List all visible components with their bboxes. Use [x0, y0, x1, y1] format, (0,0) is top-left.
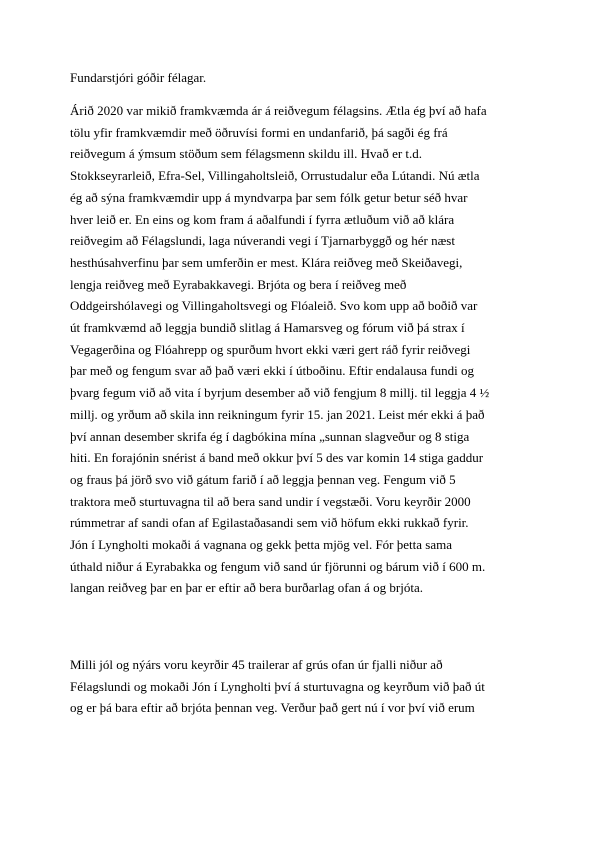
paragraph-line: því annan desember skrifa ég í dagbókina mína „sunnan slagveður og 8 stiga — [70, 428, 470, 444]
paragraph-line: þvarg fegum við að vita í byrjum desember að við fengjum 8 millj. til leggja 4 ½ — [70, 385, 490, 401]
paragraph-line: út framkvæmd að leggja bundið slitlag á Hamarsveg og fórum við þá strax í — [70, 320, 465, 335]
paragraph-line: Félagslundi og mokaði Jón í Lyngholti því á sturtuvagna og keyrðum við það út — [70, 678, 485, 694]
paragraph-line: hver leið er. En eins og kom fram á aðalfundi í fyrra ætluðum við að klára — [70, 211, 455, 227]
paragraph-line: millj. og yrðum að skila inn reikningum fyrir 15. jan 2021. Leist mér ekki á það — [70, 406, 485, 422]
greeting-line: Fundarstjóri góðir félagar. — [70, 70, 207, 85]
paragraph-line: þar með og fengum svar að það væri ekki í útboðinu. Eftir endalausa fundi og — [70, 363, 474, 379]
paragraph-line: Milli jól og nýárs voru keyrðir 45 trailerar af grús ofan úr fjalli niður að — [70, 657, 443, 672]
paragraph-line: reiðvegim að Félagslundi, laga núverandi vegi í Tjarnarbyggð og hér næst — [70, 233, 455, 249]
paragraph-line: rúmmetrar af sandi ofan af Egilastaðasandi sem við höfum ekki rukkað fyrir. — [70, 515, 469, 531]
paragraph-line: ég að sýna framkvæmdir upp á myndvarpa þar sem fólk getur betur séð hvar — [70, 189, 468, 205]
paragraph-line: traktora með sturtuvagna til að bera sand undir í vegstæði. Voru keyrðir 2000 — [70, 493, 471, 509]
paragraph-line: Vegagerðina og Flóahrepp og spurðum hvort ekki væri gert ráð fyrir reiðvegi — [70, 341, 471, 357]
paragraph-line: lengja reiðveg með Eyrabakkavegi. Brjóta og bera í reiðveg með — [70, 276, 407, 292]
paragraph-line: hesthúsahverfinu þar sem umferðin er mest. Klára reiðveg með Skeiðavegi, — [70, 254, 463, 270]
paragraph-line: hiti. En forajónin snérist á band með okkur því 5 des var komin 14 stiga gaddur — [70, 450, 484, 466]
paragraph-line: Jón í Lyngholti mokaði á vagnana og gekk þetta mjög vel. Fór þetta sama — [70, 537, 452, 552]
paragraph-line: Árið 2020 var mikið framkvæmda ár á reiðvegum félagsins. Ætla ég því að hafa — [70, 103, 487, 118]
paragraph-line: langan reiðveg þar en þar er eftir að bera burðarlag ofan á og brjóta. — [70, 580, 423, 596]
paragraph-line: Oddgeirshólavegi og Villingaholtsvegi og Flóaleið. Svo kom upp að boðið var — [70, 298, 478, 314]
paragraph-line: reiðvegum á ýmsum stöðum sem félagsmenn skildu ill. Hvað er t.d. — [70, 146, 423, 162]
paragraph-line: og er þá bara eftir að brjóta þennan veg. Verður það gert nú í vor því við erum — [70, 700, 475, 716]
paragraph-line: og fraus þá jörð svo við gátum farið í að leggja þennan veg. Fengum við 5 — [70, 471, 456, 487]
paragraph-line: Stokkseyrarleið, Efra-Sel, Villingaholtsleið, Orrustudalur eða Lútandi. Nú ætla — [70, 168, 480, 184]
paragraph-line: úthald niður á Eyrabakka og fengum við sand úr fjörunni og bárum við í 600 m. — [70, 558, 486, 574]
paragraph-line: tölu yfir framkvæmdir með öðruvísi formi en undanfarið, þá sagði ég frá — [70, 124, 448, 140]
